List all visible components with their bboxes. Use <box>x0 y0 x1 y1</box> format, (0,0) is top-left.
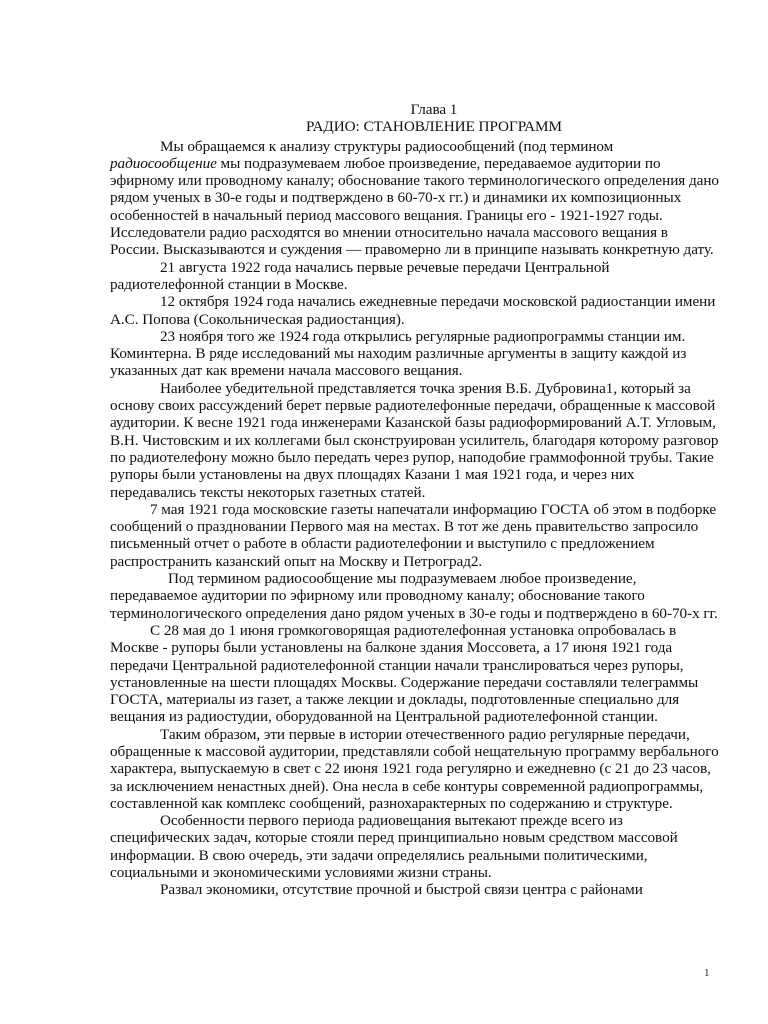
paragraph-economy: Развал экономики, отсутствие прочной и быстрой связи центра с районами <box>160 881 643 899</box>
paragraph-features: Особенности первого периода радиовещания вытекают прежде всего из специфических задач, которые стояли перед принципиально новым средством массовой информации. В свою очередь, эти задачи определялись реальными политическими, социальными и экономическими условиями жизни страны. <box>110 812 678 882</box>
paragraph-definition: Под термином радиосообщение мы подразумеваем любое произведение, передаваемое аудитории по эфирному или проводному каналу; обоснование такого терминологического определения дано рядом ученых в 30-е годы и подтверждено в 60-70-х гг. <box>110 570 718 622</box>
paragraph-intro-text-start: Мы обращаемся к анализу структуры радиосообщений (под термином <box>160 137 614 155</box>
paragraph-conclusion: Таким образом, эти первые в истории отечественного радио регулярные передачи, обращенные к массовой аудитории, представляли собой нещательную программу вербального характера, выпускаемую в свет с 22 июня 1921 года регулярно и ежедневно (с 21 до 23 часов, за исключением ненастных дней). Она несла в себе контуры современной радиопрограммы, составленной как комплекс сообщений, разнохарактерных по содержанию и структуре. <box>110 725 719 812</box>
italic-term: радиосообщение <box>110 154 217 172</box>
paragraph-may-1921: 7 мая 1921 года московские газеты напечатали информацию ГОСТА об этом в подборке сообщений о праздновании Первого мая на местах. В тот же день правительство запросило письменный отчет о работе в области радиотелефонии и выступило с предложением распространить казанский опыт на Москву и Петроград2. <box>110 500 717 570</box>
chapter-heading: Глава 1 <box>410 101 458 118</box>
chapter-title: РАДИО: СТАНОВЛЕНИЕ ПРОГРАММ <box>306 118 562 136</box>
paragraph-moscow-test: С 28 мая до 1 июня громкоговорящая радиотелефонная установка опробовалась в Москве - рупоры были установлены на балконе здания Моссовета, а 17 июня 1921 года передачи Центральной радиотелефонной станции начали транслироваться через рупоры, установленные на шести площадях Москвы. Содержание передачи составляли телеграммы ГОСТА, материалы из газет, а также лекции и доклады, подготовленные специально для вещания из радиостудии, оборудованной на Центральной радиотелефонной станции. <box>110 621 699 726</box>
page-content <box>110 101 720 899</box>
paragraph-intro <box>110 138 720 259</box>
page-number: 1 <box>704 967 710 979</box>
paragraph-date-oct-1924: 12 октября 1924 года начались ежедневные передачи московской радиостанции имени А.С. Попова (Сокольническая радиостанция). <box>110 293 716 328</box>
paragraph-intro-text-end: мы подразумеваем любое произведение, передаваемое аудитории по эфирному или проводному каналу; обоснование такого терминологического определения дано рядом ученых в 30-е годы и подтверждено в 60-70-х гг.) и динамики их композиционных особенностей в начальный период массового вещания. Границы его - 1921-1927 годы. Исследователи радио расходятся во мнении относительно начала массового вещания в России. Высказываются и суждения — правомерно ли в принципе называть конкретную дату. <box>110 154 719 259</box>
paragraph-date-nov-1924: 23 ноября того же 1924 года открылись регулярные радиопрограммы станции им. Коминтерна. В ряде исследований мы находим различные аргументы в защиту каждой из указанных дат как времени начала массового вещания. <box>110 327 687 380</box>
paragraph-date-1922: 21 августа 1922 года начались первые речевые передачи Центральной радиотелефонной станции в Москве. <box>110 258 610 293</box>
paragraph-dubrovin: Наиболее убедительной представляется точка зрения В.Б. Дубровина1, который за основу своих рассуждений берет первые радиотелефонные передачи, обращенные к массовой аудитории. К весне 1921 года инженерами Казанской базы радиоформирований А.Т. Угловым, В.Н. Чистовским и их коллегами был сконструирован усилитель, благодаря которому разговор по радиотелефону можно было передать через рупор, наподобие граммофонной трубы. Такие рупоры были установлены на двух площадях Казани 1 мая 1921 года, и через них передавались тексты некоторых газетных статей. <box>110 379 719 501</box>
